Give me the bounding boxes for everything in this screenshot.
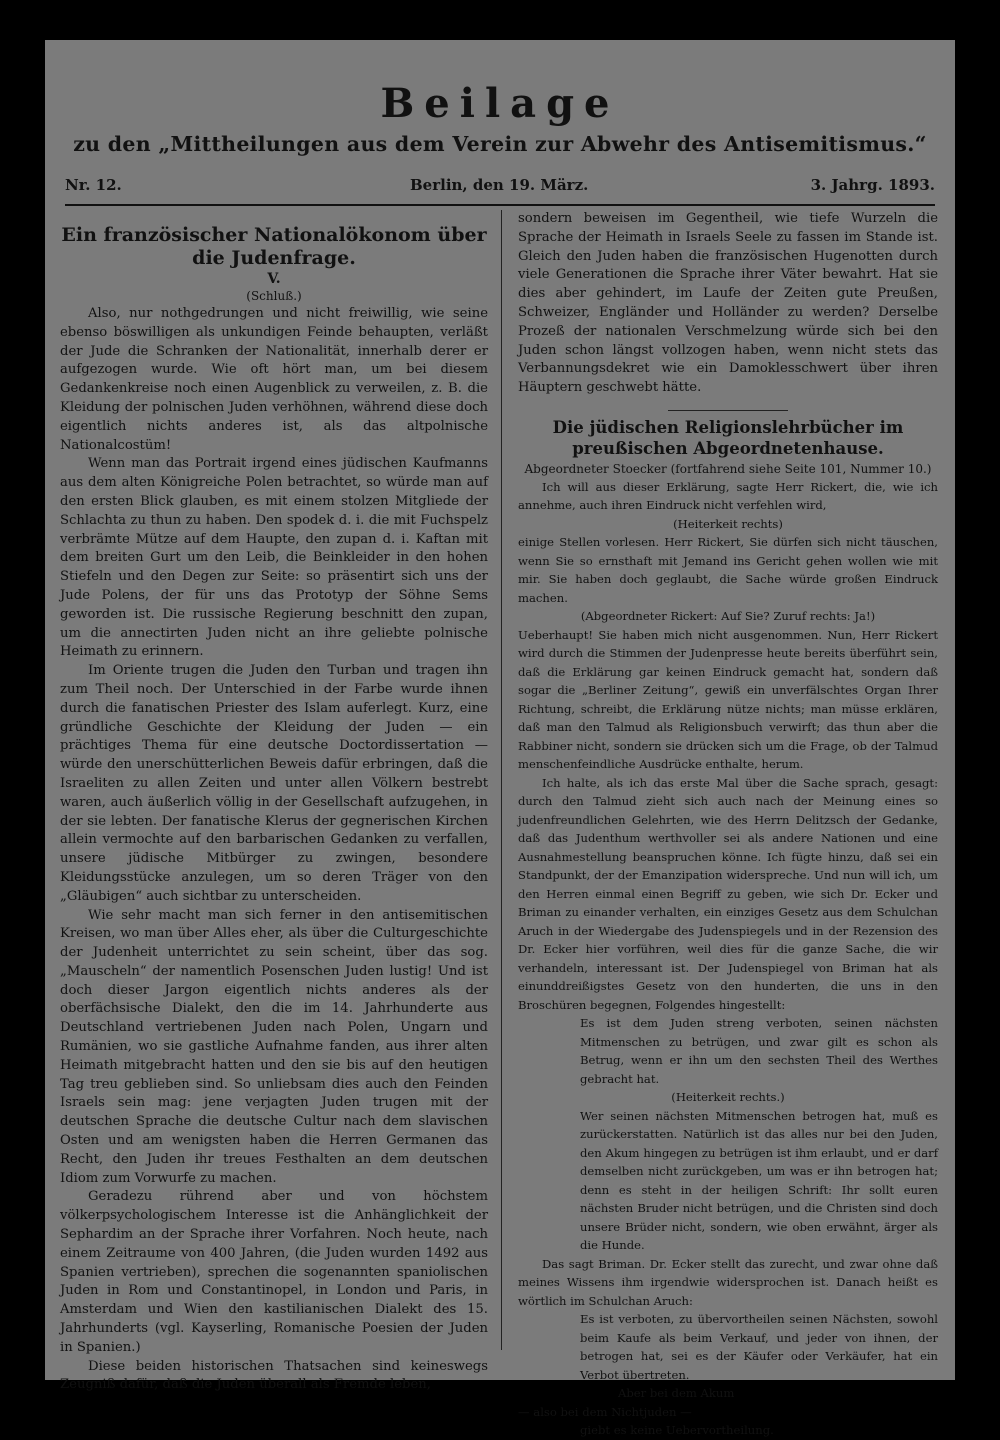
article-continuation: sondern beweisen im Gegentheil, wie tiefe Wurzeln die Sprache der Heimath in Israels Seele zu fassen im Stande ist. Gleich den Juden haben die französischen Hugenotten durch viele Generationen die Sprache ihrer Väter bewahrt. Hat sie dies aber gehindert, im Laufe der Zeiten gute Preußen, Schweizer, Engländer und Holländer zu werden? Derselbe Prozeß der nationalen Verschmelzung würde sich bei den Juden schon längst vollzogen haben, wenn nicht stets das Verbannungsdekret wie ein Damoklesschwert über ihren Häuptern geschwebt hätte. [518,211,938,396]
quotation-line: — also bei dem Nichtjuden — [518,1404,692,1419]
interjection: (Heiterkeit rechts) [673,516,783,531]
speech-paragraph: Das sagt Briman. Dr. Ecker stellt das zurecht, und zwar ohne daß meines Wissens ihm irgendwie widersprochen ist. Danach heißt es wörtlich im Schulchan Aruch: [518,1256,938,1308]
speech-paragraph: Ich halte, als ich das erste Mal über die Sache sprach, gesagt: durch den Talmud zieht sich auch nach der Meinung eines so judenfreundlichen Gelehrten, wie des Herrn Delitzsch der Gedanke, daß das Judenthum werthvoller sei als andere Nationen und eine Ausnahmestellung beanspruchen könne. Ich fügte hinzu, daß sei ein Standpunkt, der der Emanzipation widerspreche. Und nun will ich, um den Herren einmal einen Begriff zu geben, wie sich Dr. Ecker und Briman zu einander verhalten, ein einziges Gesetz aus dem Schulchan Aruch in der Wiedergabe des Judenspiegels und in der Rezension des Dr. Ecker hier vorführen, weil dies für die ganze Sache, die wir verhandeln, interessant ist. Der Judenspiegel von Briman hat als einunddreißigstes Gesetz von den hunderten, die uns in den Broschüren begegnen, Folgendes hingestellt: [518,775,938,1012]
article-paragraph: Geradezu rührend aber und von höchstem völkerpsychologischem Interesse ist die Anhänglichkeit der Sephardim an der Sprache ihrer Vorfahren. Noch heute, nach einem Zeitraume von 400 Jahren, (die Juden wurden 1492 aus Spanien vertrieben), sprechen die sogenannten spaniolischen Juden in Rom und Constantinopel, in London und Paris, in Amsterdam und Wien den kastilianischen Dialekt des 15. Jahrhunderts (vgl. Kayserling, Romanische Poesien der Juden in Spanien.) [60,1189,488,1355]
quotation: Es ist dem Juden streng verboten, seinen nächsten Mitmenschen zu betrügen, und zwar gilt es schon als Betrug, wenn er ihn um den sechsten Theil des Werthes gebracht hat. [580,1016,938,1086]
issue-place-date: Berlin, den 19. März. [410,176,589,194]
interjection: (Heiterkeit rechts.) [671,1090,785,1105]
speech-paragraph: Ueberhaupt! Sie haben mich nicht ausgenommen. Nun, Herr Rickert wird durch die Stimmen der Judenpresse heute bereits überführt sein, daß die Erklärung gar keinen Eindruck gemacht hat, sondern daß sogar die „Berliner Zeitung“, gewiß ein unverfälschtes Organ Ihrer Richtung, schreibt, die Erklärung nütze nichts; man müsse erklären, daß man den Talmud als Religionsbuch verwirft; das thun aber die Rabbiner nicht, sondern sie drücken sich um die Frage, ob der Talmud menschenfeindliche Ausdrücke enthalte, herum. [518,627,938,772]
section-heading: Die jüdischen Religionslehrbücher im preußischen Abgeordnetenhause. [552,417,904,458]
quotation: Es ist verboten, zu übervortheilen seinen Nächsten, sowohl beim Kaufe als beim Verkauf, und jeder von ihnen, der betrogen hat, sei es der Käufer oder Verkäufer, hat ein Verbot übertreten. [580,1312,938,1382]
column-divider [501,210,502,1350]
masthead-subtitle: zu den „Mittheilungen aus dem Verein zur Abwehr des Antisemitismus.“ [73,132,927,156]
section-divider [668,410,788,411]
header-rule [65,204,935,206]
quotation-line: Aber bei dem Akum [618,1386,735,1401]
quotation-line: giebt es keine Uebervortheilung. [580,1423,774,1438]
right-column [518,210,938,1440]
interjection: (Abgeordneter Rickert: Auf Sie? Zuruf rechts: Ja!) [580,609,876,624]
speech-paragraph: Ich will aus dieser Erklärung, sagte Herr Rickert, die, wie ich annehme, auch ihren Eindruck nicht verfehlen wird, [518,479,938,513]
speaker-line: Abgeordneter Stoecker (fortfahrend siehe Seite 101, Nummer 10.) [524,461,932,476]
issue-number: Nr. 12. [65,176,122,194]
article-paragraph: Im Oriente trugen die Juden den Turban und tragen ihn zum Theil noch. Der Unterschied in der Farbe wurde ihnen durch die fanatischen Priester des Islam auferlegt. Kurz, eine gründliche Geschichte der Kleidung der Juden — ein prächtiges Thema für eine deutsche Doctordissertation — würde den unerschütterlichen Beweis dafür erbringen, daß die Israeliten zu allen Zeiten und unter allen Völkern bestrebt waren, auch äußerlich völlig in der Gesellschaft aufzugehen, in der sie lebten. Der fanatische Klerus der gegnerischen Kirchen allein vermochte auf den barbarischen Gedanken zu verfallen, unsere jüdische Mitbürger zu zwingen, besondere Kleidungsstücke anzulegen, um so deren Träger von den „Gläubigen“ auch sichtbar zu unterscheiden. [60,663,488,904]
article-part: V. [267,271,281,287]
article-paragraph: Diese beiden historischen Thatsachen sind keineswegs Zeugniß dafür, daß die Juden überall als Fremde leben, [60,1358,488,1393]
article-heading: Ein französischer Nationalökonom über die Judenfrage. [61,224,487,269]
masthead-title: Beilage [380,80,620,127]
article-paragraph: Wie sehr macht man sich ferner in den antisemitischen Kreisen, wo man über Alles eher, als über die Culturgeschichte der Judenheit unterrichtet zu sein scheint, über das sog. „Mauscheln“ der namentlich Posenschen Juden lustig! Und ist doch dieser Jargon eigentlich nichts anderes als der oberfächsische Dialekt, den die im 14. Jahrhunderte aus Deutschland vertriebenen Juden nach Polen, Ungarn und Rumänien, wo sie gastliche Aufnahme fanden, aus ihrer alten Heimath mitgebracht hatten und den sie bis auf den heutigen Tag treu geblieben sind. So unliebsam dies auch den Feinden Israels sein mag: jene verjagten Juden trugen mit der deutschen Sprache die deutsche Cultur nach dem slavischen Osten und am wenigsten haben die Herren Germanen das Recht, den Juden ihr treues Festhalten an dem deutschen Idiom zum Vorwurfe zu machen. [60,907,488,1186]
article-note: (Schluß.) [246,289,302,303]
article-paragraph: Also, nur nothgedrungen und nicht freiwillig, wie seine ebenso böswilligen als unkundigen Feinde behaupten, verläßt der Jude die Schranken der Nationalität, innerhalb derer er aufgezogen wurde. Wie oft hört man, um bei diesem Gedankenkreise noch einen Augenblick zu verweilen, z. B. die Kleidung der polnischen Juden verhöhnen, während diese doch eigentlich nichts anderes ist, als das altpolnische Nationalcostüm! [60,306,488,453]
article-paragraph: Wenn man das Portrait irgend eines jüdischen Kaufmanns aus dem alten Königreiche Polen betrachtet, so würde man auf den ersten Blick glauben, es mit einem stolzen Mitgliede der Schlachta zu thun zu haben. Den spodek d. i. die mit Fuchspelz verbrämte Mütze auf dem Haupte, den zupan d. i. Kaftan mit dem breiten Gurt um den Leib, die Beinkleider in den hohen Stiefeln und den Degen zur Seite: so präsentirt sich uns der Jude Polens, der für uns das Prototyp der Söhne Sems geworden ist. Die russische Regierung beschnitt den zupan, um die annectirten Juden nicht an ihre geliebte polnische Heimath zu erinnern. [60,456,488,660]
quotation: Wer seinen nächsten Mitmenschen betrogen hat, muß es zurückerstatten. Natürlich ist das alles nur bei den Juden, den Akum hingegen zu betrügen ist ihm erlaubt, und er darf demselben nicht zurückgeben, um was er ihn betrogen hat; denn es steht in der heiligen Schrift: Ihr sollt euren nächsten Bruder nicht betrügen, und die Christen sind doch unsere Brüder nicht, sondern, wie oben erwähnt, ärger als die Hunde. [580,1108,938,1253]
issue-year: 3. Jahrg. 1893. [810,176,935,194]
left-column [60,210,488,1395]
speech-paragraph: einige Stellen vorlesen. Herr Rickert, Sie dürfen sich nicht täuschen, wenn Sie so ernsthaft mit Jemand ins Gericht gehen wollen wie mit mir. Sie haben doch geglaubt, die Sache würde großen Eindruck machen. [518,535,938,605]
